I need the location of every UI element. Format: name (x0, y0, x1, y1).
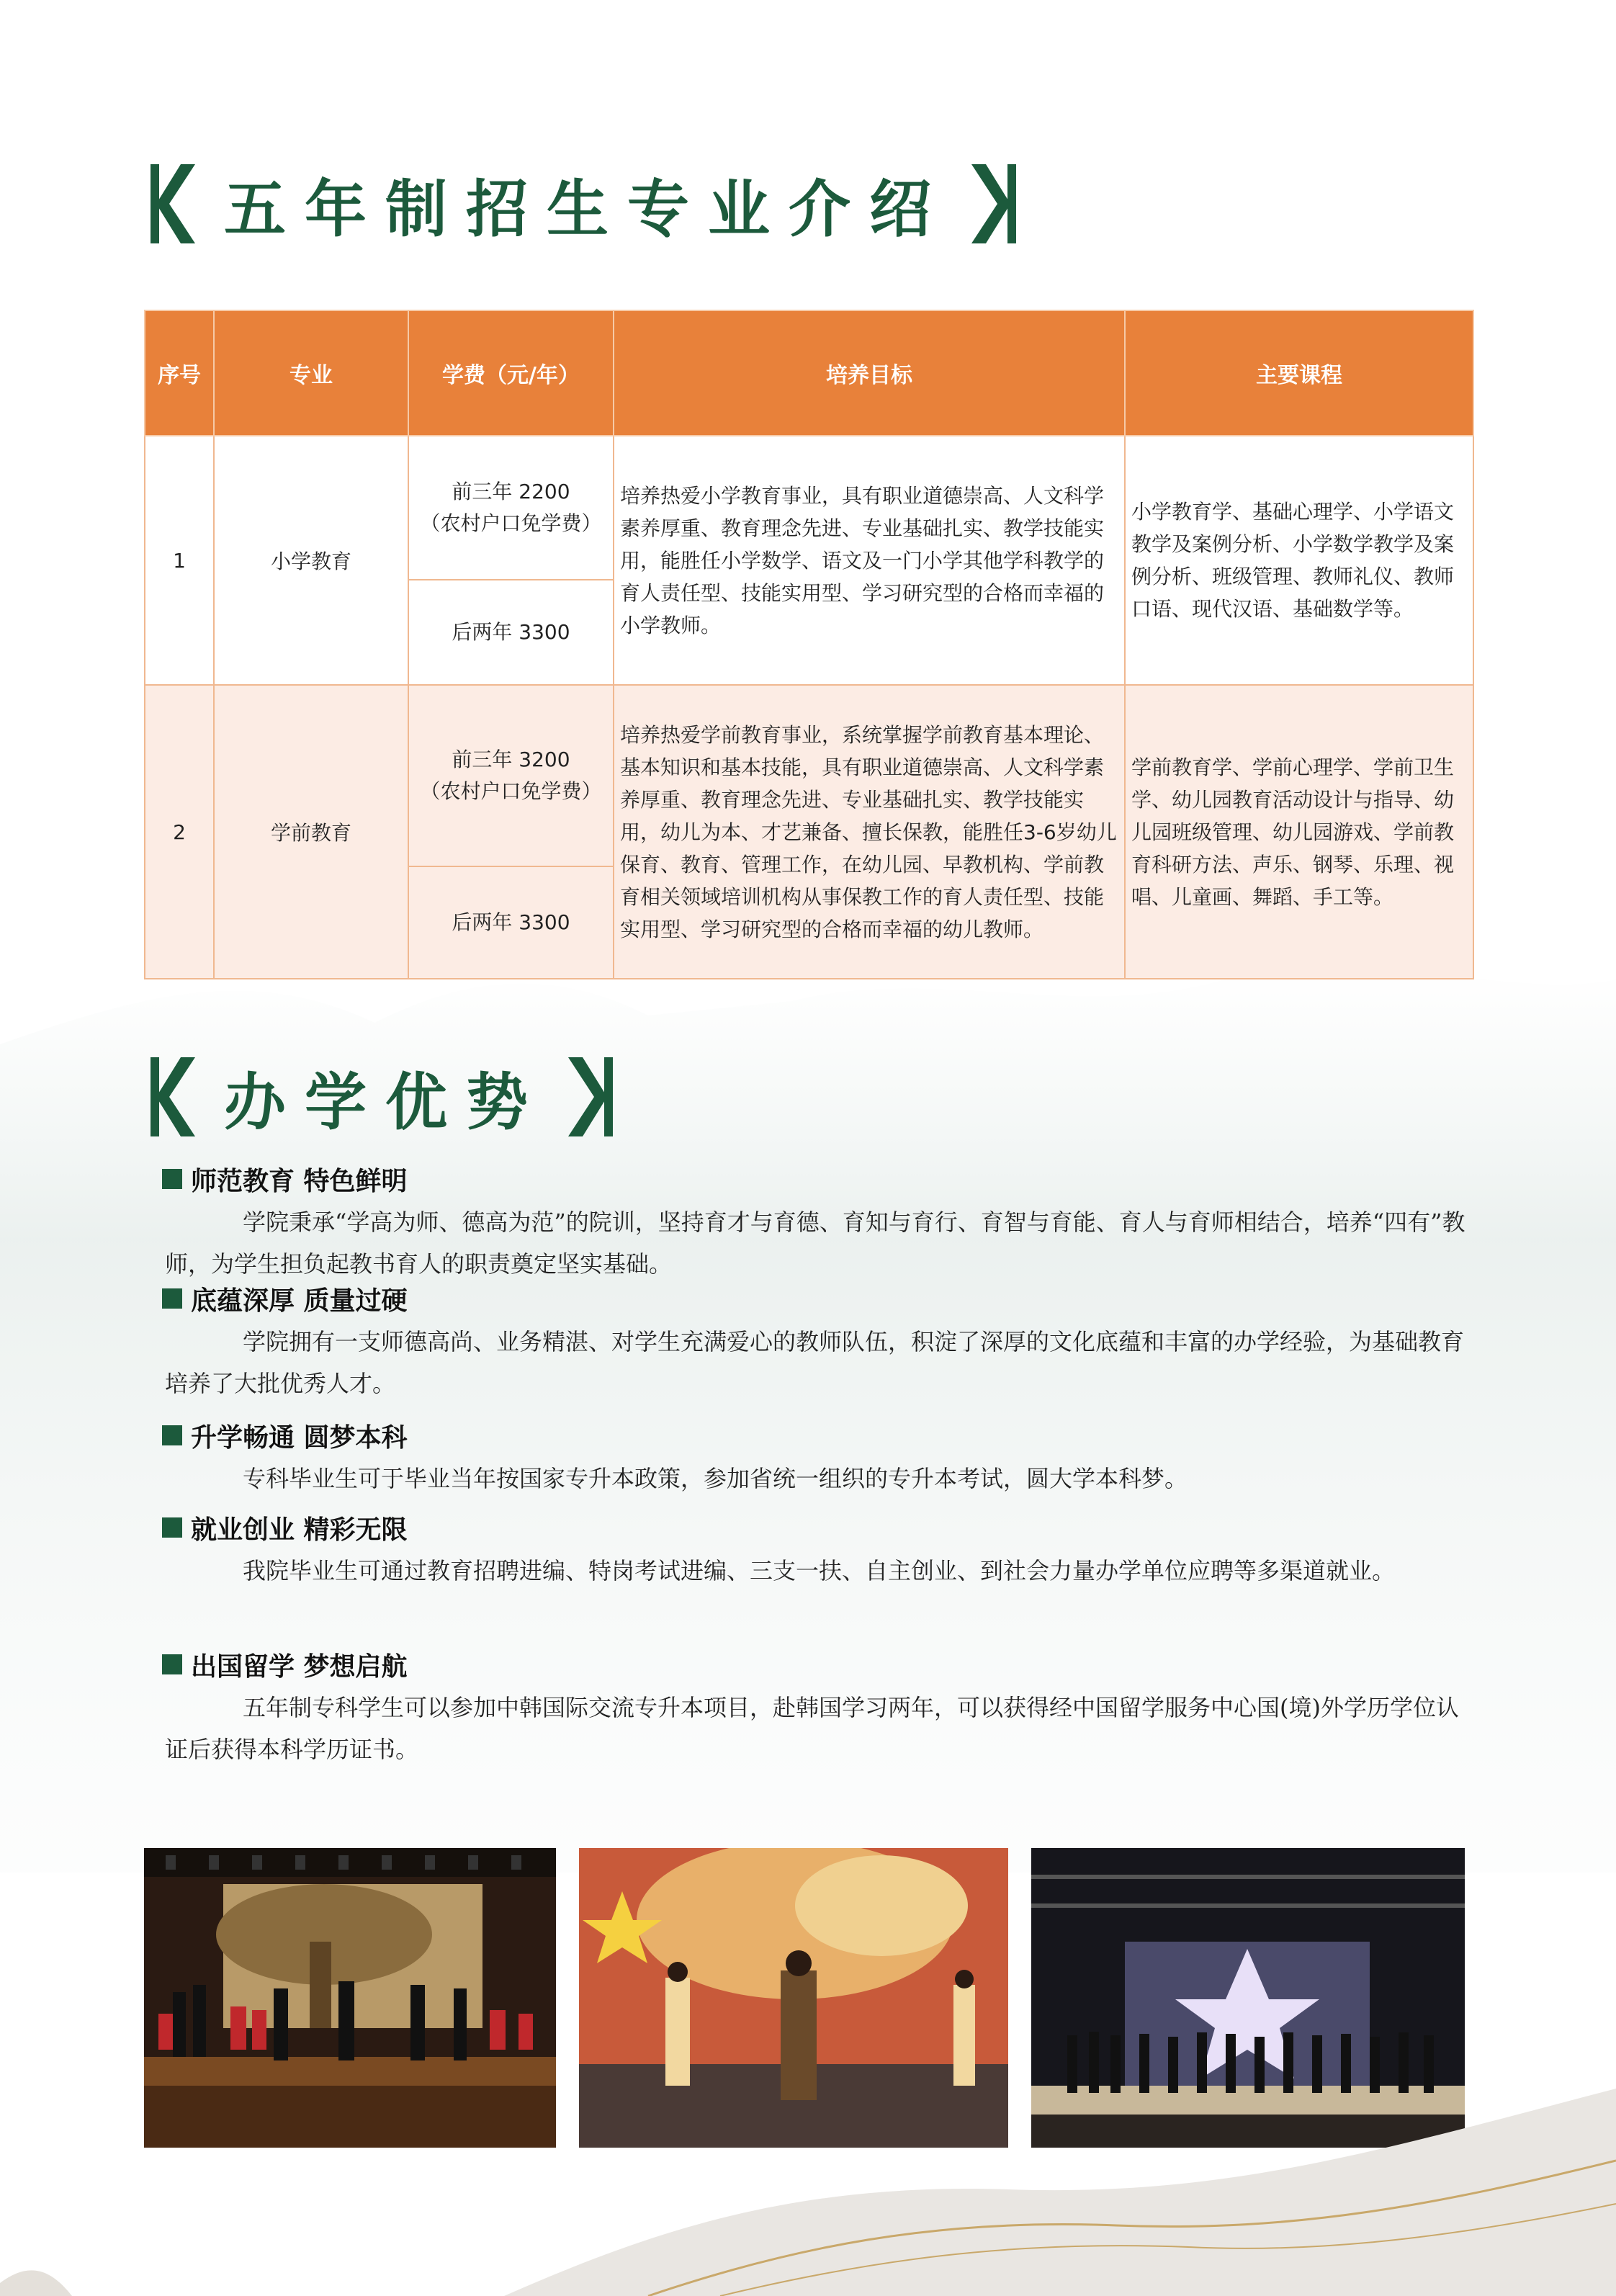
advantage-item (162, 1161, 1480, 1285)
row-fee-first: 前三年 2200 （农村户口免学费） (408, 436, 614, 580)
section-title-text: 五年制招生专业介绍 (224, 173, 950, 246)
row-goal: 培养热爱学前教育事业，系统掌握学前教育基本理论、基本知识和基本技能，具有职业道德崇高、人文科学素养厚重、教育理念先进、专业基础扎实、教学技能实用，幼儿为本、才艺兼备、擅长保教，能胜任3-6岁幼儿保育、教育、管理工作，在幼儿园、早教机构、学前教育相关领域培训机构从事保教工作的育人责任型、技能实用型、学习研究型的合格而幸福的幼儿教师。 (614, 685, 1125, 979)
advantage-body: 五年制专科学生可以参加中韩国际交流专升本项目，赴韩国学习两年，可以获得经中国留学服务中心国(境)外学历学位认证后获得本科学历证书。 (165, 1694, 1459, 1763)
row-goal: 培养热爱小学教育事业，具有职业道德崇高、人文科学素养厚重、教育理念先进、专业基础扎实、教学技能实用，能胜任小学数学、语文及一门小学其他学科教学的育人责任型、技能实用型、学习研究型的合格而幸福的小学教师。 (614, 436, 1125, 685)
majors-table (144, 310, 1474, 979)
row-fee-first: 前三年 3200 （农村户口免学费） (408, 685, 614, 866)
row-courses: 学前教育学、学前心理学、学前卫生学、幼儿园教育活动设计与指导、幼儿园班级管理、幼儿园游戏、学前教育科研方法、声乐、钢琴、乐理、视唱、儿童画、舞蹈、手工等。 (1125, 685, 1473, 979)
advantage-item (162, 1281, 1480, 1404)
row-major: 学前教育 (214, 685, 408, 979)
advantage-item (162, 1646, 1480, 1770)
advantage-item (162, 1417, 1480, 1499)
row-fee-last: 后两年 3300 (408, 580, 614, 685)
bottom-wave-decoration (0, 2045, 1616, 2296)
right-bracket-icon (565, 1057, 616, 1136)
row-no: 2 (145, 685, 214, 979)
header-no: 序号 (145, 310, 214, 436)
square-bullet-icon (162, 1288, 182, 1309)
advantage-body: 学院秉承“学高为师、德高为范”的院训，坚持育才与育德、育知与育行、育智与育能、育人与育师相结合，培养“四有”教师，为学生担负起教书育人的职责奠定坚实基础。 (165, 1208, 1465, 1278)
advantage-heading-row (162, 1646, 1480, 1682)
table-row (145, 436, 1473, 580)
advantage-heading-row (162, 1510, 1480, 1546)
advantage-body: 我院毕业生可通过教育招聘进编、特岗考试进编、三支一扶、自主创业、到社会力量办学单位应聘等多渠道就业。 (243, 1557, 1396, 1584)
advantage-heading: 出国留学 梦想启航 (191, 1651, 408, 1682)
row-no: 1 (145, 436, 214, 685)
header-courses: 主要课程 (1125, 310, 1473, 436)
advantage-heading-row (162, 1281, 1480, 1317)
square-bullet-icon (162, 1425, 182, 1445)
advantage-heading-row (162, 1417, 1480, 1453)
advantage-heading-row (162, 1161, 1480, 1197)
advantage-body: 专科毕业生可于毕业当年按国家专升本政策，参加省统一组织的专升本考试，圆大学本科梦。 (243, 1465, 1188, 1492)
advantage-heading: 底蕴深厚 质量过硬 (191, 1286, 408, 1316)
square-bullet-icon (162, 1169, 182, 1189)
table-header-row (145, 310, 1473, 436)
section-title-text: 办学优势 (224, 1066, 547, 1139)
header-goal: 培养目标 (614, 310, 1125, 436)
advantage-item (162, 1510, 1480, 1592)
section-title-advantages (148, 1057, 616, 1139)
advantage-body: 学院拥有一支师德高尚、业务精湛、对学生充满爱心的教师队伍，积淀了深厚的文化底蕴和丰富的办学经验，为基础教育培养了大批优秀人才。 (165, 1328, 1465, 1397)
row-major: 小学教育 (214, 436, 408, 685)
table-row (145, 685, 1473, 866)
advantage-heading: 升学畅通 圆梦本科 (191, 1422, 408, 1453)
advantage-heading: 就业创业 精彩无限 (191, 1515, 408, 1545)
header-fee: 学费（元/年） (408, 310, 614, 436)
section-title-majors (148, 164, 1019, 246)
square-bullet-icon (162, 1517, 182, 1538)
left-bracket-icon (148, 164, 198, 243)
advantage-heading: 师范教育 特色鲜明 (191, 1166, 408, 1196)
right-bracket-icon (969, 164, 1019, 243)
square-bullet-icon (162, 1654, 182, 1674)
row-courses: 小学教育学、基础心理学、小学语文教学及案例分析、小学数学教学及案例分析、班级管理、教师礼仪、教师口语、现代汉语、基础数学等。 (1125, 436, 1473, 685)
header-major: 专业 (214, 310, 408, 436)
left-bracket-icon (148, 1057, 198, 1136)
row-fee-last: 后两年 3300 (408, 866, 614, 979)
